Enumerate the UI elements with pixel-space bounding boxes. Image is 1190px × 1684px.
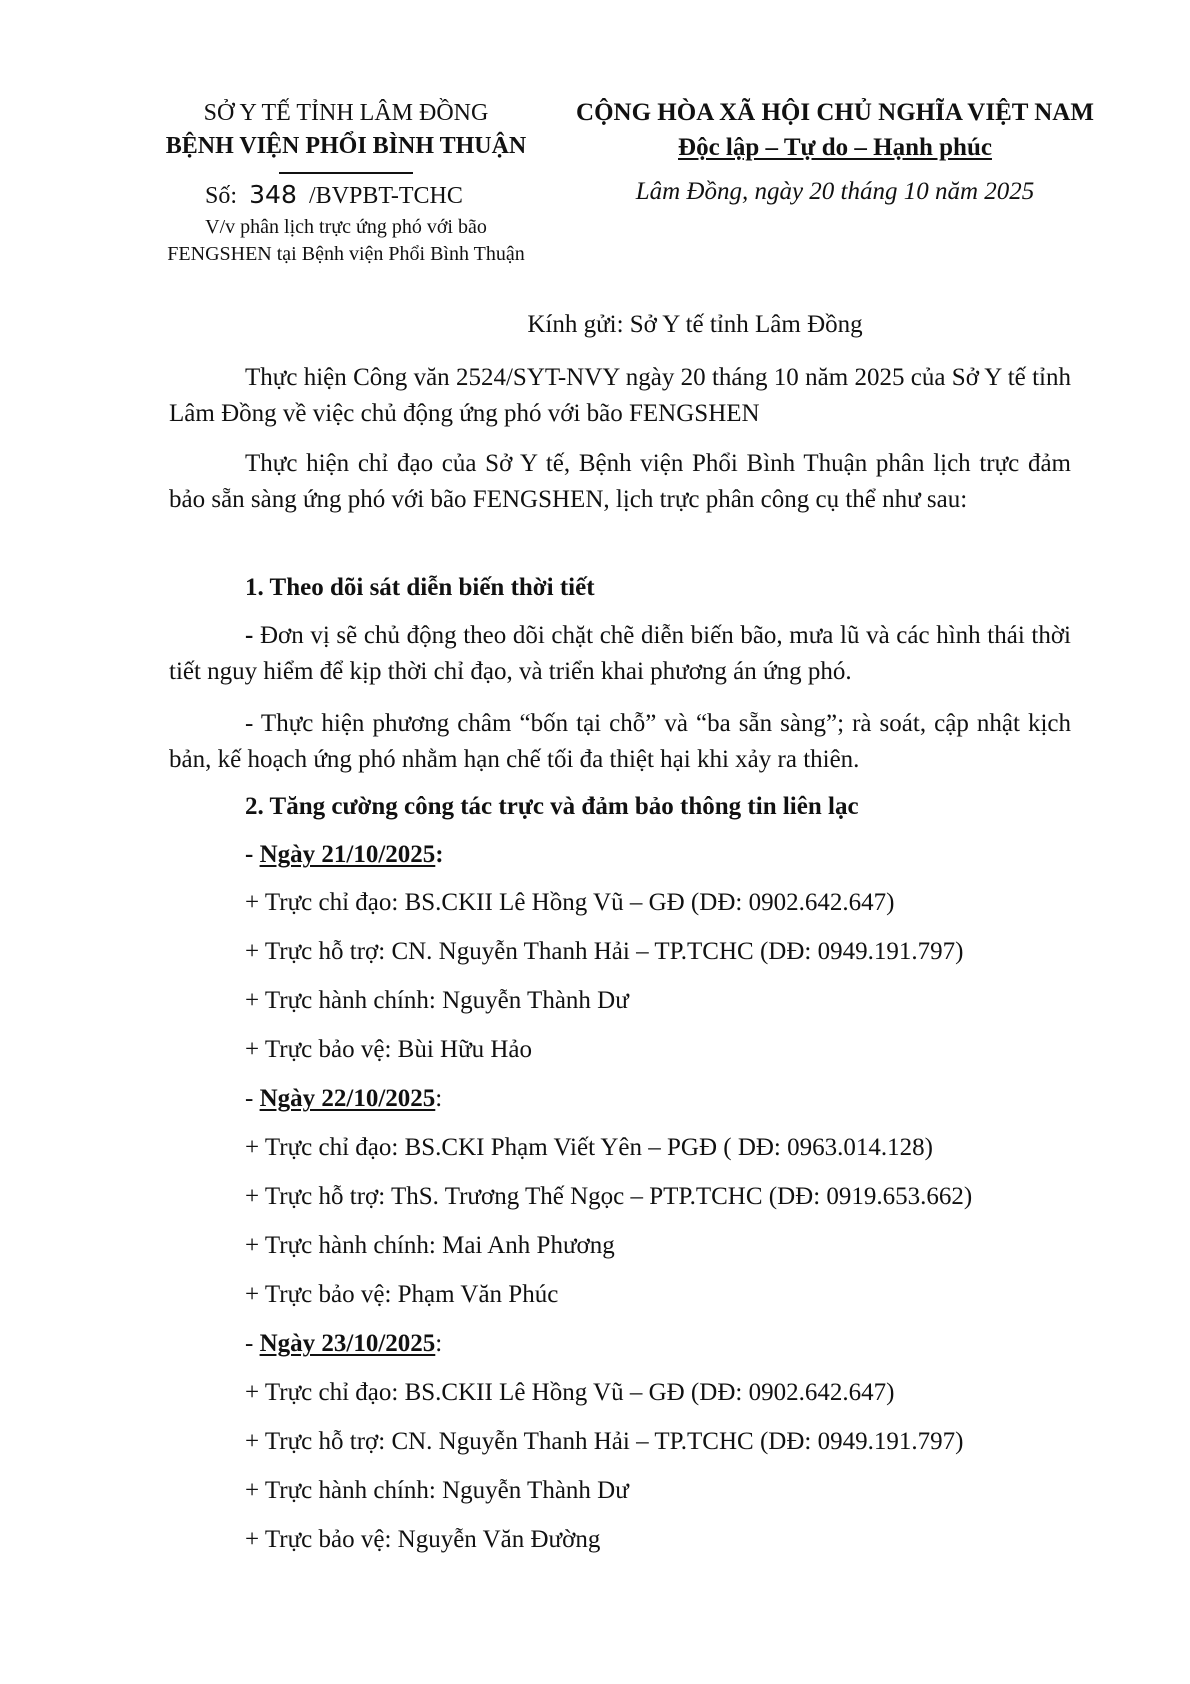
document-number — [205, 180, 463, 211]
subject-line-1: V/v phân lịch trực ứng phó với bão — [205, 216, 487, 238]
recipient: Kính gửi: Sở Y tế tỉnh Lâm Đồng — [527, 311, 863, 338]
bullet-text: Đơn vị sẽ chủ động theo dõi chặt chẽ diễn biến bão, mưa lũ và các hình thái thời tiết nguy hiểm để kịp thời chỉ đạo, và triển khai phương án ứng phó. — [169, 622, 1071, 685]
section-2-title: 2. Tăng cường công tác trực và đảm bảo thông tin liên lạc — [245, 793, 859, 820]
day-date: Ngày 23/10/2025 — [259, 1330, 436, 1357]
section-1-bullet — [169, 618, 1071, 690]
bullet-dash: - — [245, 622, 254, 649]
intro-paragraph-2: Thực hiện chỉ đạo của Sở Y tế, Bệnh viện Phổi Bình Thuận phân lịch trực đảm bảo sẵn sàng ứng phó với bão FENGSHEN, lịch trực phân công cụ thể như sau: — [169, 450, 1071, 513]
duty-line: + Trực chỉ đạo: BS.CKI Phạm Viết Yên – PGĐ ( DĐ: 0963.014.128) — [245, 1134, 933, 1161]
duty-line: + Trực hỗ trợ: CN. Nguyễn Thanh Hải – TP.TCHC (DĐ: 0949.191.797) — [245, 938, 964, 965]
day-date: Ngày 22/10/2025 — [259, 1085, 436, 1112]
section-1-bullet — [169, 706, 1071, 778]
motto-text: Độc lập – Tự do – Hạnh phúc — [678, 134, 992, 161]
duty-line: + Trực bảo vệ: Nguyễn Văn Đường — [245, 1526, 601, 1553]
day-heading — [245, 841, 444, 869]
day-date: Ngày 21/10/2025 — [259, 841, 436, 868]
nation-title: CỘNG HÒA XÃ HỘI CHỦ NGHĨA VIỆT NAM — [576, 99, 1094, 126]
national-motto — [565, 133, 1105, 163]
duty-line: + Trực hành chính: Nguyễn Thành Dư — [245, 1477, 629, 1504]
subject-line-2: FENGSHEN tại Bệnh viện Phổi Bình Thuận — [167, 243, 525, 265]
doc-number-suffix: /BVPBT-TCHC — [309, 183, 463, 209]
duty-line: + Trực hỗ trợ: ThS. Trương Thế Ngọc – PTP.TCHC (DĐ: 0919.653.662) — [245, 1183, 973, 1210]
agency-parent: SỞ Y TẾ TỈNH LÂM ĐỒNG — [203, 100, 489, 126]
day-dash: - — [245, 1330, 260, 1357]
doc-number-value: 348 — [249, 180, 297, 209]
duty-line: + Trực chỉ đạo: BS.CKII Lê Hồng Vũ – GĐ (DĐ: 0902.642.647) — [245, 889, 895, 916]
agency-underline — [279, 172, 413, 174]
bullet-text: - Thực hiện phương châm “bốn tại chỗ” và “ba sẵn sàng”; rà soát, cập nhật kịch bản, kế hoạch ứng phó nhằm hạn chế tối đa thiệt hại khi xảy ra thiên. — [169, 710, 1071, 773]
duty-line: + Trực bảo vệ: Bùi Hữu Hảo — [245, 1036, 533, 1063]
duty-line: + Trực chỉ đạo: BS.CKII Lê Hồng Vũ – GĐ (DĐ: 0902.642.647) — [245, 1379, 895, 1406]
day-heading — [245, 1085, 442, 1113]
day-suffix: : — [435, 1330, 443, 1357]
doc-number-prefix: Số: — [205, 183, 238, 209]
intro-paragraph-1: Thực hiện Công văn 2524/SYT-NVY ngày 20 tháng 10 năm 2025 của Sở Y tế tỉnh Lâm Đồng về việc chủ động ứng phó với bão FENGSHEN — [169, 364, 1071, 427]
duty-line: + Trực hành chính: Mai Anh Phương — [245, 1232, 615, 1259]
duty-line: + Trực bảo vệ: Phạm Văn Phúc — [245, 1281, 559, 1308]
day-heading — [245, 1330, 442, 1358]
duty-line: + Trực hỗ trợ: CN. Nguyễn Thanh Hải – TP.TCHC (DĐ: 0949.191.797) — [245, 1428, 964, 1455]
duty-line: + Trực hành chính: Nguyễn Thành Dư — [245, 987, 629, 1014]
day-dash: - — [245, 841, 260, 868]
day-dash: - — [245, 1085, 260, 1112]
day-suffix: : — [435, 841, 444, 868]
section-1-title: 1. Theo dõi sát diễn biến thời tiết — [245, 574, 595, 601]
day-suffix: : — [435, 1085, 443, 1112]
agency-name: BỆNH VIỆN PHỔI BÌNH THUẬN — [165, 133, 527, 159]
place-date: Lâm Đồng, ngày 20 tháng 10 năm 2025 — [635, 178, 1035, 205]
